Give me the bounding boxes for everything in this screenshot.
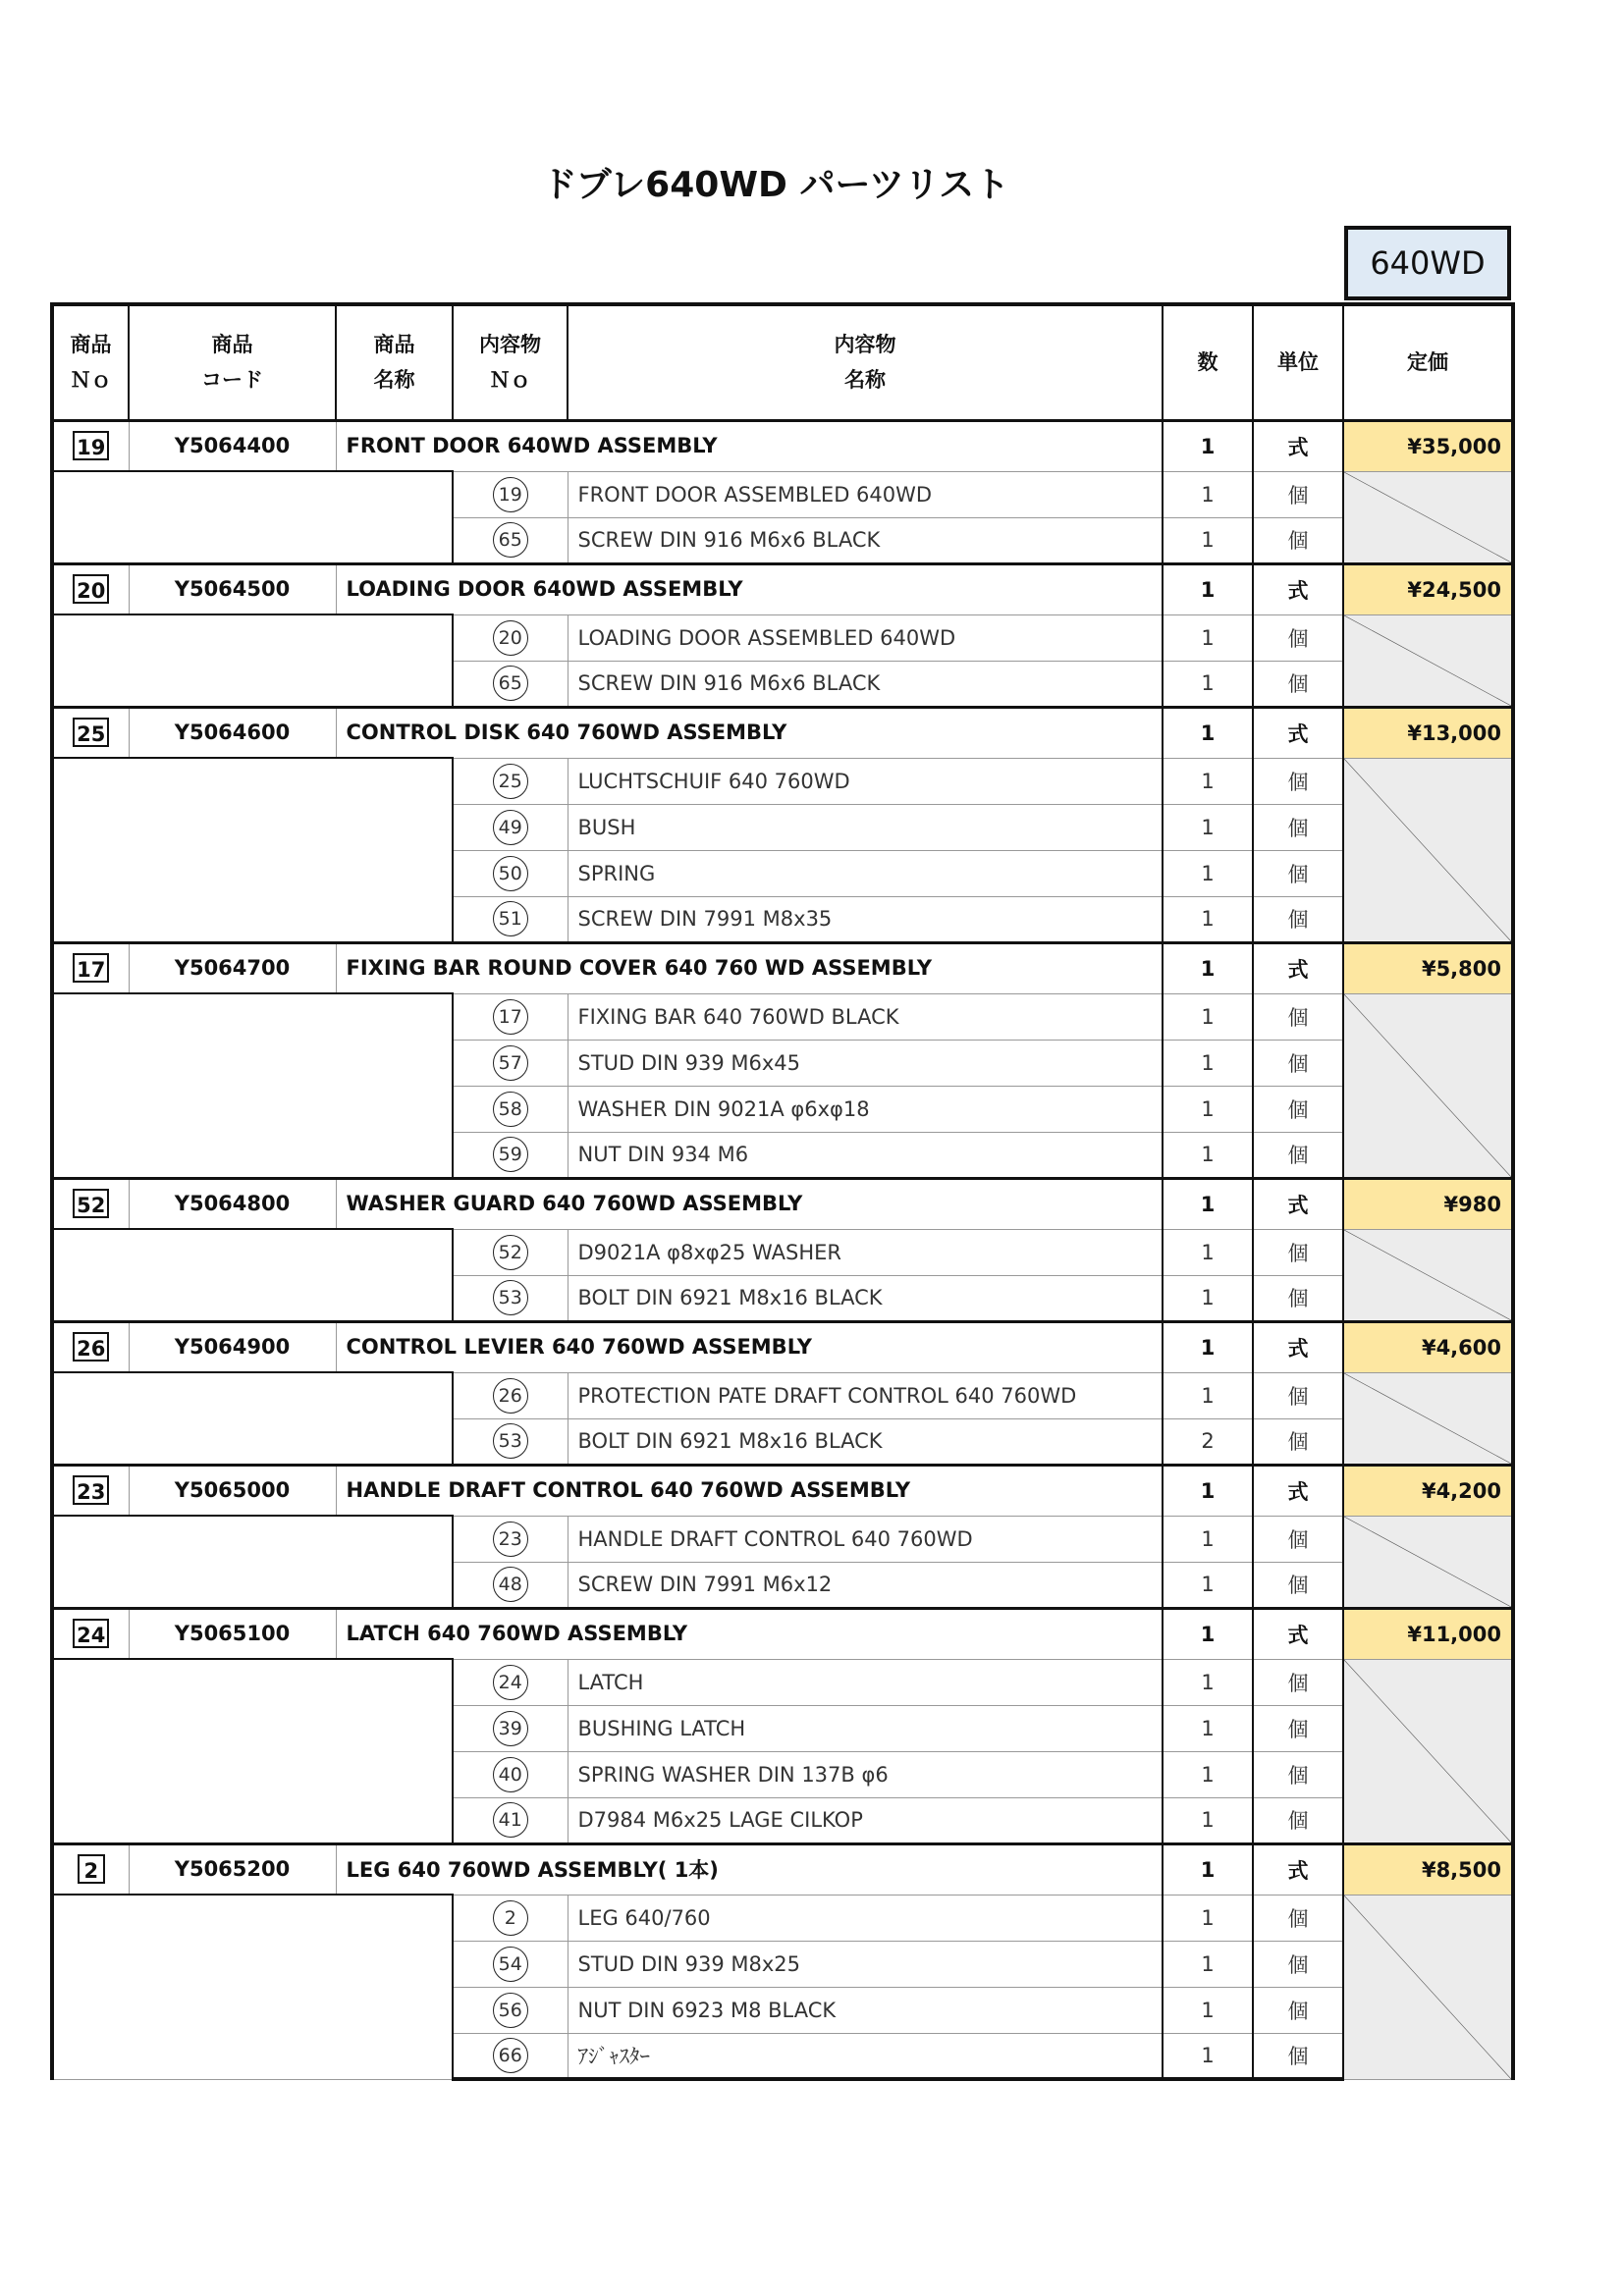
component-qty: 1 bbox=[1163, 1797, 1253, 1843]
component-row bbox=[52, 758, 1513, 804]
component-no: 50 bbox=[493, 856, 528, 891]
component-unit: 個 bbox=[1253, 517, 1343, 563]
component-no-cell bbox=[453, 1987, 568, 2033]
component-no: 20 bbox=[493, 620, 528, 656]
component-no-cell bbox=[453, 1659, 568, 1705]
assembly-row bbox=[52, 1465, 1513, 1516]
assembly-qty: 1 bbox=[1163, 1843, 1253, 1895]
header-no: 商品 Ｎｏ bbox=[52, 304, 129, 420]
empty-price-cell bbox=[1343, 471, 1513, 563]
empty-price-cell bbox=[1343, 758, 1513, 942]
component-no: 58 bbox=[493, 1092, 528, 1127]
component-no-cell bbox=[453, 1941, 568, 1987]
component-no-cell bbox=[453, 517, 568, 563]
component-no: 65 bbox=[493, 666, 528, 701]
component-no-cell bbox=[453, 1516, 568, 1562]
empty-price-cell bbox=[1343, 1895, 1513, 2079]
component-no: 65 bbox=[493, 522, 528, 558]
component-qty: 2 bbox=[1163, 1418, 1253, 1465]
header-qty: 数 bbox=[1163, 304, 1253, 420]
assembly-price: ¥4,600 bbox=[1343, 1321, 1513, 1372]
component-no: 54 bbox=[493, 1947, 528, 1982]
component-qty: 1 bbox=[1163, 2033, 1253, 2079]
diagonal-line bbox=[1344, 1230, 1511, 1320]
component-qty: 1 bbox=[1163, 1987, 1253, 2033]
assembly-unit: 式 bbox=[1253, 1843, 1343, 1895]
component-qty: 1 bbox=[1163, 993, 1253, 1040]
diagonal-line bbox=[1344, 615, 1511, 706]
header-price: 定価 bbox=[1343, 304, 1513, 420]
component-row bbox=[52, 471, 1513, 517]
component-no-cell bbox=[453, 1040, 568, 1086]
assembly-qty: 1 bbox=[1163, 420, 1253, 471]
assembly-name: FIXING BAR ROUND COVER 640 760 WD ASSEMBLY bbox=[336, 942, 1163, 993]
component-name: FRONT DOOR ASSEMBLED 640WD bbox=[568, 471, 1163, 517]
component-qty: 1 bbox=[1163, 1562, 1253, 1608]
component-name: BUSHING LATCH bbox=[568, 1705, 1163, 1751]
component-unit: 個 bbox=[1253, 1229, 1343, 1275]
diagonal-line bbox=[1344, 1660, 1511, 1842]
component-unit: 個 bbox=[1253, 1895, 1343, 1941]
component-qty: 1 bbox=[1163, 1275, 1253, 1321]
component-unit: 個 bbox=[1253, 1275, 1343, 1321]
assembly-unit: 式 bbox=[1253, 1608, 1343, 1659]
component-no-cell bbox=[453, 1086, 568, 1132]
component-unit: 個 bbox=[1253, 1941, 1343, 1987]
component-no: 17 bbox=[493, 999, 528, 1035]
assembly-unit: 式 bbox=[1253, 1178, 1343, 1229]
assembly-row bbox=[52, 1843, 1513, 1895]
page-title: ドブレ640WD パーツリスト bbox=[541, 165, 1010, 205]
component-name: SCREW DIN 916 M6x6 BLACK bbox=[568, 517, 1163, 563]
assembly-price: ¥11,000 bbox=[1343, 1608, 1513, 1659]
component-qty: 1 bbox=[1163, 1516, 1253, 1562]
component-name: BUSH bbox=[568, 804, 1163, 850]
header-unit: 単位 bbox=[1253, 304, 1343, 420]
blank-area bbox=[52, 614, 453, 707]
assembly-price: ¥8,500 bbox=[1343, 1843, 1513, 1895]
assembly-no: 24 bbox=[73, 1619, 109, 1648]
component-no-cell bbox=[453, 1275, 568, 1321]
component-no: 2 bbox=[493, 1900, 528, 1936]
component-no: 66 bbox=[493, 2038, 528, 2073]
assembly-price: ¥24,500 bbox=[1343, 563, 1513, 614]
component-no: 53 bbox=[493, 1280, 528, 1315]
component-name: STUD DIN 939 M6x45 bbox=[568, 1040, 1163, 1086]
component-name: NUT DIN 6923 M8 BLACK bbox=[568, 1987, 1163, 2033]
component-no: 48 bbox=[493, 1567, 528, 1602]
component-qty: 1 bbox=[1163, 850, 1253, 896]
component-unit: 個 bbox=[1253, 661, 1343, 707]
component-qty: 1 bbox=[1163, 1132, 1253, 1178]
assembly-unit: 式 bbox=[1253, 563, 1343, 614]
assembly-name: FRONT DOOR 640WD ASSEMBLY bbox=[336, 420, 1163, 471]
component-unit: 個 bbox=[1253, 471, 1343, 517]
component-name: ｱｼﾞｬｽﾀｰ bbox=[568, 2033, 1163, 2079]
component-no: 23 bbox=[493, 1522, 528, 1557]
diagonal-line bbox=[1344, 759, 1511, 941]
assembly-name: CONTROL DISK 640 760WD ASSEMBLY bbox=[336, 707, 1163, 758]
component-name: D7984 M6x25 LAGE CILKOP bbox=[568, 1797, 1163, 1843]
component-no-cell bbox=[453, 1418, 568, 1465]
blank-area bbox=[52, 1229, 453, 1321]
component-name: SCREW DIN 916 M6x6 BLACK bbox=[568, 661, 1163, 707]
component-unit: 個 bbox=[1253, 993, 1343, 1040]
blank-area bbox=[52, 758, 453, 942]
component-row bbox=[52, 614, 1513, 661]
assembly-name: LEG 640 760WD ASSEMBLY( 1本) bbox=[336, 1843, 1163, 1895]
component-qty: 1 bbox=[1163, 471, 1253, 517]
assembly-unit: 式 bbox=[1253, 1465, 1343, 1516]
assembly-name: HANDLE DRAFT CONTROL 640 760WD ASSEMBLY bbox=[336, 1465, 1163, 1516]
assembly-no-cell bbox=[52, 1608, 129, 1659]
component-qty: 1 bbox=[1163, 1941, 1253, 1987]
component-no: 41 bbox=[493, 1802, 528, 1838]
assembly-code: Y5064600 bbox=[129, 707, 336, 758]
component-unit: 個 bbox=[1253, 2033, 1343, 2079]
assembly-row bbox=[52, 420, 1513, 471]
empty-price-cell bbox=[1343, 614, 1513, 707]
assembly-row bbox=[52, 942, 1513, 993]
blank-area bbox=[52, 1516, 453, 1608]
component-qty: 1 bbox=[1163, 896, 1253, 942]
component-no: 25 bbox=[493, 764, 528, 799]
blank-area bbox=[52, 471, 453, 563]
component-unit: 個 bbox=[1253, 1516, 1343, 1562]
assembly-no: 23 bbox=[73, 1475, 109, 1505]
component-name: BOLT DIN 6921 M8x16 BLACK bbox=[568, 1275, 1163, 1321]
component-unit: 個 bbox=[1253, 1086, 1343, 1132]
component-no-cell bbox=[453, 471, 568, 517]
component-no-cell bbox=[453, 1372, 568, 1418]
assembly-no-cell bbox=[52, 1843, 129, 1895]
component-no: 40 bbox=[493, 1757, 528, 1792]
assembly-qty: 1 bbox=[1163, 1608, 1253, 1659]
assembly-no-cell bbox=[52, 1178, 129, 1229]
assembly-no-cell bbox=[52, 563, 129, 614]
assembly-no: 25 bbox=[73, 718, 109, 747]
component-no-cell bbox=[453, 661, 568, 707]
component-unit: 個 bbox=[1253, 1372, 1343, 1418]
component-no: 52 bbox=[493, 1235, 528, 1270]
parts-table bbox=[50, 302, 1515, 2081]
blank-area bbox=[52, 1372, 453, 1465]
component-no-cell bbox=[453, 1229, 568, 1275]
component-no-cell bbox=[453, 1895, 568, 1941]
component-no-cell bbox=[453, 1751, 568, 1797]
component-row bbox=[52, 1516, 1513, 1562]
assembly-code: Y5065000 bbox=[129, 1465, 336, 1516]
assembly-row bbox=[52, 1608, 1513, 1659]
component-unit: 個 bbox=[1253, 1562, 1343, 1608]
component-name: D9021A φ8xφ25 WASHER bbox=[568, 1229, 1163, 1275]
component-row bbox=[52, 1229, 1513, 1275]
component-no: 49 bbox=[493, 810, 528, 845]
component-qty: 1 bbox=[1163, 1086, 1253, 1132]
component-name: LOADING DOOR ASSEMBLED 640WD bbox=[568, 614, 1163, 661]
component-no: 19 bbox=[493, 477, 528, 512]
component-unit: 個 bbox=[1253, 758, 1343, 804]
component-row bbox=[52, 993, 1513, 1040]
assembly-name: LOADING DOOR 640WD ASSEMBLY bbox=[336, 563, 1163, 614]
assembly-code: Y5064800 bbox=[129, 1178, 336, 1229]
assembly-code: Y5064900 bbox=[129, 1321, 336, 1372]
component-qty: 1 bbox=[1163, 1751, 1253, 1797]
assembly-row bbox=[52, 1178, 1513, 1229]
parts-body bbox=[52, 420, 1513, 2079]
component-name: SPRING bbox=[568, 850, 1163, 896]
component-qty: 1 bbox=[1163, 1040, 1253, 1086]
assembly-price: ¥35,000 bbox=[1343, 420, 1513, 471]
component-unit: 個 bbox=[1253, 1418, 1343, 1465]
component-unit: 個 bbox=[1253, 804, 1343, 850]
component-name: FIXING BAR 640 760WD BLACK bbox=[568, 993, 1163, 1040]
empty-price-cell bbox=[1343, 993, 1513, 1178]
component-qty: 1 bbox=[1163, 1659, 1253, 1705]
component-qty: 1 bbox=[1163, 1229, 1253, 1275]
assembly-name: CONTROL LEVIER 640 760WD ASSEMBLY bbox=[336, 1321, 1163, 1372]
assembly-price: ¥5,800 bbox=[1343, 942, 1513, 993]
assembly-unit: 式 bbox=[1253, 420, 1343, 471]
component-unit: 個 bbox=[1253, 1040, 1343, 1086]
blank-area bbox=[52, 1895, 453, 2079]
component-qty: 1 bbox=[1163, 758, 1253, 804]
component-name: LATCH bbox=[568, 1659, 1163, 1705]
assembly-price: ¥980 bbox=[1343, 1178, 1513, 1229]
empty-price-cell bbox=[1343, 1516, 1513, 1608]
assembly-qty: 1 bbox=[1163, 563, 1253, 614]
blank-area bbox=[52, 993, 453, 1178]
component-name: PROTECTION PATE DRAFT CONTROL 640 760WD bbox=[568, 1372, 1163, 1418]
component-row bbox=[52, 1895, 1513, 1941]
header-content-name: 内容物 名称 bbox=[568, 304, 1163, 420]
assembly-no: 19 bbox=[73, 431, 109, 460]
component-no-cell bbox=[453, 614, 568, 661]
component-qty: 1 bbox=[1163, 517, 1253, 563]
component-name: NUT DIN 934 M6 bbox=[568, 1132, 1163, 1178]
assembly-no-cell bbox=[52, 942, 129, 993]
diagonal-line bbox=[1344, 994, 1511, 1177]
assembly-no: 52 bbox=[73, 1189, 109, 1218]
component-unit: 個 bbox=[1253, 1751, 1343, 1797]
component-name: WASHER DIN 9021A φ6xφ18 bbox=[568, 1086, 1163, 1132]
component-qty: 1 bbox=[1163, 804, 1253, 850]
diagonal-line bbox=[1344, 1517, 1511, 1607]
blank-area bbox=[52, 1659, 453, 1843]
assembly-no-cell bbox=[52, 707, 129, 758]
component-no-cell bbox=[453, 1562, 568, 1608]
assembly-no: 26 bbox=[73, 1332, 109, 1362]
component-unit: 個 bbox=[1253, 850, 1343, 896]
component-no: 26 bbox=[493, 1378, 528, 1414]
component-unit: 個 bbox=[1253, 1659, 1343, 1705]
assembly-row bbox=[52, 563, 1513, 614]
component-no-cell bbox=[453, 896, 568, 942]
assembly-no: 20 bbox=[73, 574, 109, 604]
component-row bbox=[52, 1372, 1513, 1418]
component-qty: 1 bbox=[1163, 1372, 1253, 1418]
component-qty: 1 bbox=[1163, 1705, 1253, 1751]
assembly-name: WASHER GUARD 640 760WD ASSEMBLY bbox=[336, 1178, 1163, 1229]
component-unit: 個 bbox=[1253, 614, 1343, 661]
assembly-code: Y5065200 bbox=[129, 1843, 336, 1895]
component-no: 53 bbox=[493, 1423, 528, 1459]
table-header-row bbox=[52, 304, 1513, 420]
component-unit: 個 bbox=[1253, 1797, 1343, 1843]
component-no-cell bbox=[453, 2033, 568, 2079]
assembly-row bbox=[52, 707, 1513, 758]
assembly-code: Y5064400 bbox=[129, 420, 336, 471]
assembly-qty: 1 bbox=[1163, 942, 1253, 993]
header-code: 商品 コード bbox=[129, 304, 336, 420]
assembly-code: Y5064500 bbox=[129, 563, 336, 614]
diagonal-line bbox=[1344, 472, 1511, 562]
assembly-name: LATCH 640 760WD ASSEMBLY bbox=[336, 1608, 1163, 1659]
assembly-qty: 1 bbox=[1163, 1465, 1253, 1516]
component-name: LEG 640/760 bbox=[568, 1895, 1163, 1941]
component-name: STUD DIN 939 M8x25 bbox=[568, 1941, 1163, 1987]
component-no-cell bbox=[453, 758, 568, 804]
component-no: 39 bbox=[493, 1711, 528, 1746]
component-no-cell bbox=[453, 1705, 568, 1751]
model-label: 640WD bbox=[1344, 226, 1511, 300]
assembly-no: 2 bbox=[78, 1854, 105, 1884]
empty-price-cell bbox=[1343, 1229, 1513, 1321]
assembly-code: Y5064700 bbox=[129, 942, 336, 993]
diagonal-line bbox=[1344, 1896, 1511, 2079]
component-unit: 個 bbox=[1253, 1705, 1343, 1751]
component-no: 24 bbox=[493, 1665, 528, 1700]
assembly-code: Y5065100 bbox=[129, 1608, 336, 1659]
component-no: 57 bbox=[493, 1045, 528, 1081]
component-no: 59 bbox=[493, 1137, 528, 1172]
assembly-no: 17 bbox=[73, 953, 109, 983]
assembly-price: ¥13,000 bbox=[1343, 707, 1513, 758]
assembly-no-cell bbox=[52, 420, 129, 471]
diagonal-line bbox=[1344, 1373, 1511, 1464]
component-unit: 個 bbox=[1253, 1132, 1343, 1178]
component-name: LUCHTSCHUIF 640 760WD bbox=[568, 758, 1163, 804]
component-qty: 1 bbox=[1163, 1895, 1253, 1941]
component-name: SPRING WASHER DIN 137B φ6 bbox=[568, 1751, 1163, 1797]
header-content-no: 内容物 Ｎｏ bbox=[453, 304, 568, 420]
component-no-cell bbox=[453, 1132, 568, 1178]
assembly-qty: 1 bbox=[1163, 1178, 1253, 1229]
component-name: SCREW DIN 7991 M6x12 bbox=[568, 1562, 1163, 1608]
assembly-unit: 式 bbox=[1253, 942, 1343, 993]
component-unit: 個 bbox=[1253, 1987, 1343, 2033]
component-no-cell bbox=[453, 804, 568, 850]
component-no: 56 bbox=[493, 1993, 528, 2028]
component-name: HANDLE DRAFT CONTROL 640 760WD bbox=[568, 1516, 1163, 1562]
component-unit: 個 bbox=[1253, 896, 1343, 942]
component-no-cell bbox=[453, 1797, 568, 1843]
component-no: 51 bbox=[493, 901, 528, 936]
assembly-unit: 式 bbox=[1253, 707, 1343, 758]
empty-price-cell bbox=[1343, 1659, 1513, 1843]
assembly-no-cell bbox=[52, 1465, 129, 1516]
assembly-unit: 式 bbox=[1253, 1321, 1343, 1372]
component-name: BOLT DIN 6921 M8x16 BLACK bbox=[568, 1418, 1163, 1465]
component-qty: 1 bbox=[1163, 661, 1253, 707]
component-name: SCREW DIN 7991 M8x35 bbox=[568, 896, 1163, 942]
empty-price-cell bbox=[1343, 1372, 1513, 1465]
assembly-price: ¥4,200 bbox=[1343, 1465, 1513, 1516]
header-name: 商品 名称 bbox=[336, 304, 453, 420]
component-qty: 1 bbox=[1163, 614, 1253, 661]
component-no-cell bbox=[453, 993, 568, 1040]
assembly-qty: 1 bbox=[1163, 707, 1253, 758]
component-no-cell bbox=[453, 850, 568, 896]
assembly-row bbox=[52, 1321, 1513, 1372]
assembly-no-cell bbox=[52, 1321, 129, 1372]
component-row bbox=[52, 1659, 1513, 1705]
assembly-qty: 1 bbox=[1163, 1321, 1253, 1372]
